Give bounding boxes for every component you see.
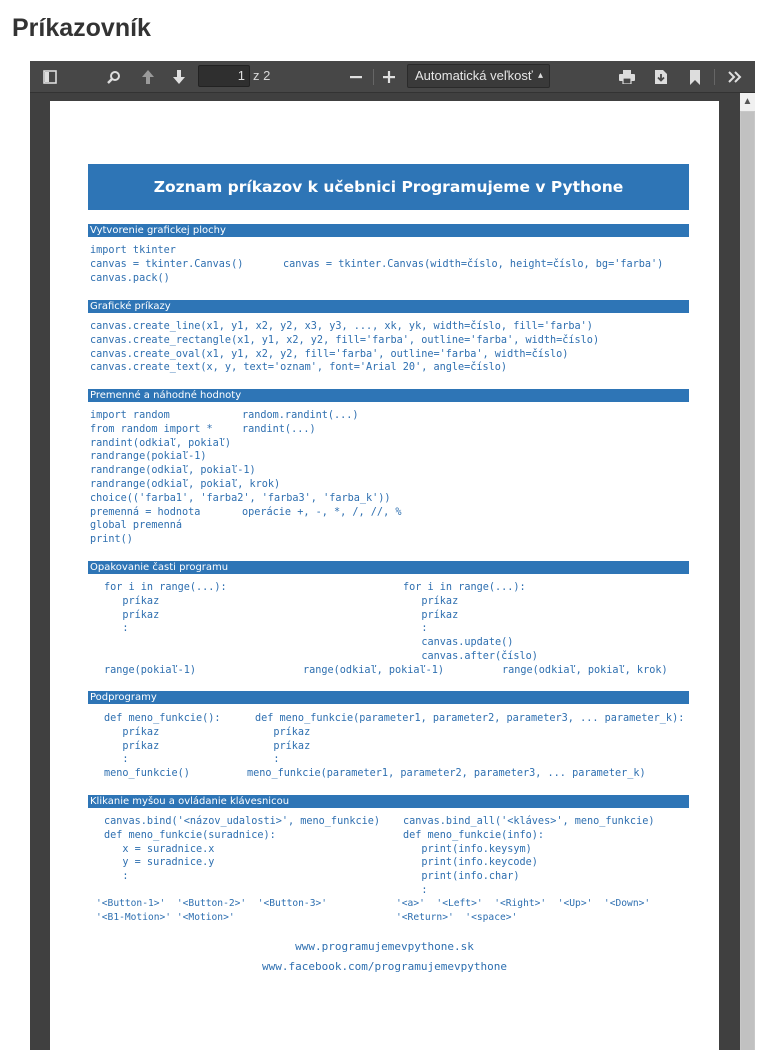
code-block: canvas.bind('<názov_udalosti>', meno_funkcie) def meno_funkcie(suradnice): x = suradnice.x y = suradnice.y : bbox=[104, 816, 381, 883]
code-block: canvas = tkinter.Canvas(width=číslo, height=číslo, bg='farba') bbox=[283, 259, 664, 270]
pdf-page bbox=[50, 101, 719, 1050]
bookmark-icon[interactable] bbox=[683, 61, 707, 93]
code-block: canvas.create_line(x1, y1, x2, y2, x3, y3, ..., xk, yk, width=číslo, fill='farba') canvas.create_rectangle(x1, y1, x2, y2, fill='farba', outline='farba', width=číslo) canvas.create_oval(x1, y1, x2, y2, fill='farba', outline='farba', width=číslo) canvas.create_text(x, y, text='oznam', font='Arial 20', angle=číslo) bbox=[90, 321, 600, 374]
code-block: operácie +, -, *, /, //, % bbox=[242, 507, 402, 518]
sidebar-toggle-icon[interactable] bbox=[38, 61, 62, 93]
code-block: random.randint(...) randint(...) bbox=[242, 410, 359, 435]
page-number-input[interactable]: 1 bbox=[198, 65, 250, 87]
document-title: Zoznam príkazov k učebnici Programujeme v Pythone bbox=[88, 164, 689, 210]
toolbar-divider bbox=[373, 69, 374, 85]
code-block: '<Button-1>' '<Button-2>' '<Button-3>' '<B1-Motion>' '<Motion>' bbox=[96, 898, 328, 923]
code-block: import random from random import * randint(odkiaľ, pokiaľ) randrange(pokiaľ-1) randrange(odkiaľ, pokiaľ-1) randrange(odkiaľ, pokiaľ, krok) choice(('farba1', 'farba2', 'farba3', 'farba_k')) premenná = hodnota global premenná print() bbox=[90, 410, 391, 546]
section-heading: Podprogramy bbox=[88, 691, 689, 704]
search-icon[interactable] bbox=[102, 61, 126, 93]
pdf-viewer bbox=[30, 61, 755, 1050]
zoom-out-icon[interactable] bbox=[344, 61, 368, 93]
code-block: for i in range(...): príkaz príkaz : bbox=[104, 582, 227, 635]
download-icon[interactable] bbox=[649, 61, 673, 93]
vertical-scrollbar[interactable] bbox=[740, 93, 755, 1050]
toolbar-divider bbox=[714, 69, 715, 85]
code-block: '<a>' '<Left>' '<Right>' '<Up>' '<Down>' '<Return>' '<space>' bbox=[396, 898, 651, 923]
footer-website: www.programujemevpythone.sk bbox=[295, 940, 474, 953]
code-block: for i in range(...): príkaz príkaz : canvas.update() canvas.after(číslo) bbox=[403, 582, 538, 662]
chevron-updown-icon: ▴ bbox=[537, 70, 543, 81]
section-heading: Vytvorenie grafickej plochy bbox=[88, 224, 689, 237]
pdf-toolbar bbox=[30, 61, 755, 93]
code-block: meno_funkcie(parameter1, parameter2, parameter3, ... parameter_k) bbox=[247, 768, 646, 779]
code-block: def meno_funkcie(): príkaz príkaz : bbox=[104, 713, 221, 766]
code-block: range(odkiaľ, pokiaľ-1) bbox=[303, 665, 445, 676]
next-page-icon[interactable] bbox=[167, 61, 191, 93]
section-heading: Opakovanie časti programu bbox=[88, 561, 689, 574]
tools-icon[interactable] bbox=[723, 61, 747, 93]
section-heading: Klikanie myšou a ovládanie klávesnicou bbox=[88, 795, 689, 808]
code-block: canvas.bind_all('<kláves>', meno_funkcie) def meno_funkcie(info): print(info.keysym) print(info.keycode) print(info.char) : bbox=[403, 816, 655, 896]
zoom-in-icon[interactable] bbox=[377, 61, 401, 93]
page-count: z 2 bbox=[253, 68, 271, 83]
section-heading: Grafické príkazy bbox=[88, 300, 689, 313]
code-block: range(odkiaľ, pokiaľ, krok) bbox=[502, 665, 668, 676]
scroll-up-icon[interactable]: ▲ bbox=[740, 93, 755, 111]
zoom-select-value: Automatická veľkosť bbox=[415, 68, 533, 83]
code-block: range(pokiaľ-1) bbox=[104, 665, 197, 676]
zoom-select[interactable] bbox=[407, 64, 550, 88]
code-block: meno_funkcie() bbox=[104, 768, 190, 779]
footer-facebook: www.facebook.com/programujemevpythone bbox=[261, 960, 508, 973]
print-icon[interactable] bbox=[615, 61, 639, 93]
previous-page-icon[interactable] bbox=[136, 61, 160, 93]
page-title: Príkazovník bbox=[12, 14, 151, 42]
scrollbar-thumb[interactable] bbox=[741, 112, 754, 1050]
section-heading: Premenné a náhodné hodnoty bbox=[88, 389, 689, 402]
code-block: def meno_funkcie(parameter1, parameter2, parameter3, ... parameter_k): príkaz príkaz : bbox=[255, 713, 685, 766]
code-block: import tkinter canvas = tkinter.Canvas() canvas.pack() bbox=[90, 245, 244, 284]
